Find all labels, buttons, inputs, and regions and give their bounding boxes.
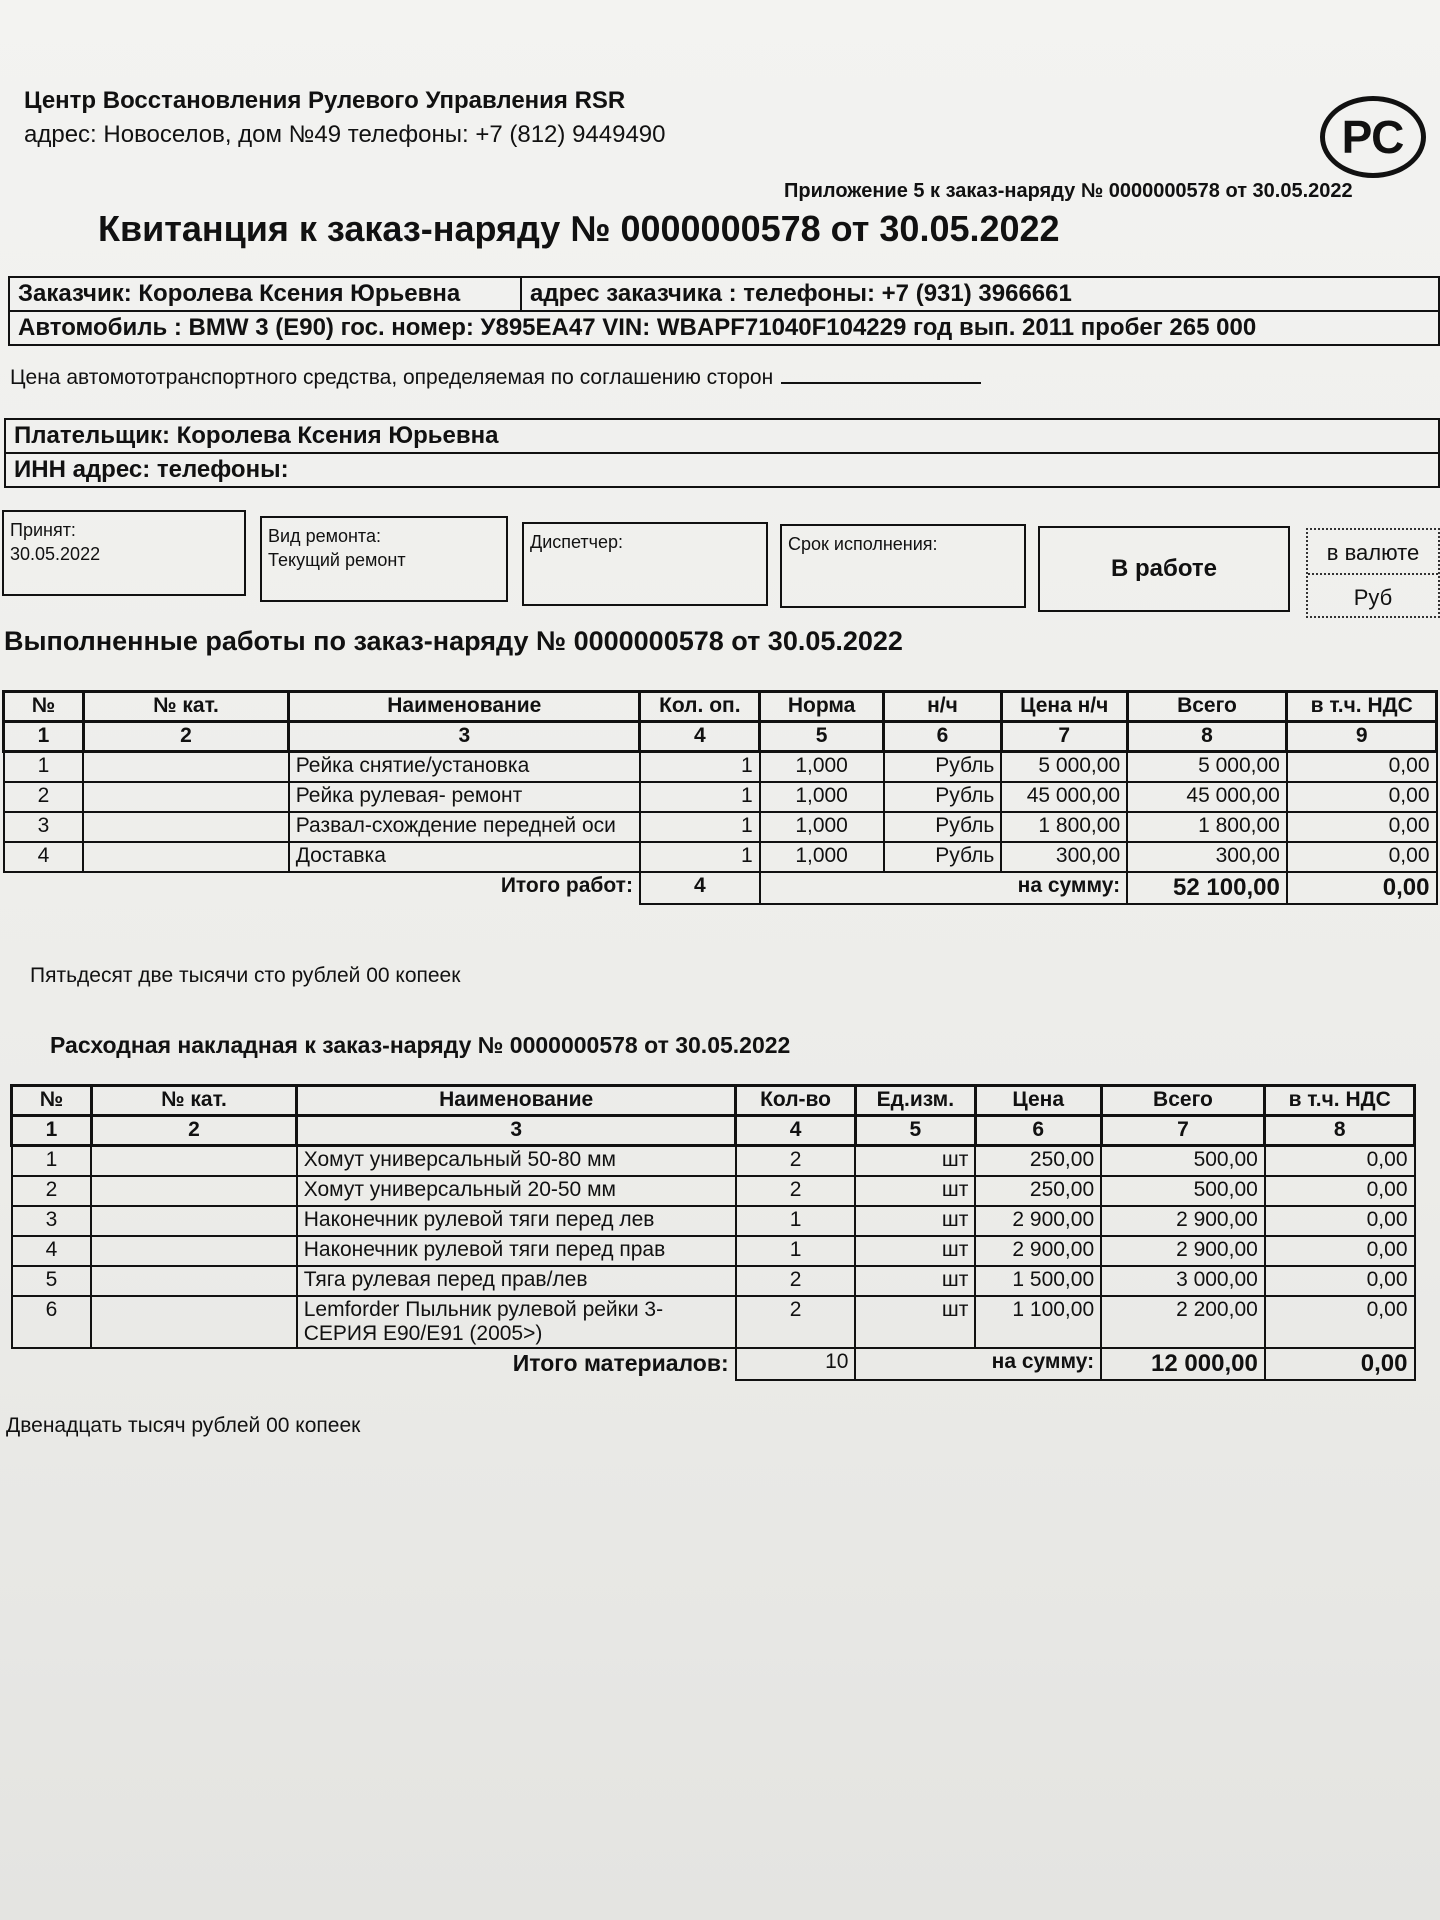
table-cell: [83, 782, 288, 812]
org-name: Центр Восстановления Рулевого Управления RSR: [24, 87, 626, 114]
table-cell: Доставка: [289, 842, 640, 872]
column-header: Всего: [1101, 1086, 1265, 1116]
table-row: [4, 812, 1437, 842]
table-cell: Рейка рулевая- ремонт: [289, 782, 640, 812]
table-cell: 3: [4, 812, 84, 842]
column-header: № кат.: [83, 692, 288, 722]
currency-box: [1306, 528, 1440, 618]
table-cell: Наконечник рулевой тяги перед прав: [297, 1236, 736, 1266]
table-cell: 4: [12, 1236, 92, 1266]
table-cell: 2: [12, 1176, 92, 1206]
table-cell: [83, 842, 288, 872]
table-cell: 500,00: [1101, 1146, 1265, 1176]
column-number: 3: [289, 722, 640, 752]
customer-box: [8, 276, 1440, 346]
dispatcher-box: [522, 522, 768, 606]
table-cell: 2: [736, 1296, 856, 1348]
accepted-box: [2, 510, 246, 596]
works-sum-label: на сумму:: [760, 872, 1127, 904]
table-cell: Рейка снятие/установка: [289, 752, 640, 782]
table-row: [12, 1266, 1415, 1296]
table-cell: 1: [736, 1206, 856, 1236]
payer-name: Плательщик: Королева Ксения Юрьевна: [6, 420, 1438, 454]
table-cell: 2: [736, 1146, 856, 1176]
table-cell: 3 000,00: [1101, 1266, 1265, 1296]
table-cell: Хомут универсальный 50-80 мм: [297, 1146, 736, 1176]
deadline-label: Срок исполнения:: [788, 534, 938, 554]
table-row: [4, 842, 1437, 872]
column-header: Кол-во: [736, 1086, 856, 1116]
works-total-words: Пятьдесят две тысячи сто рублей 00 копеек: [30, 964, 461, 987]
table-cell: 2 900,00: [975, 1236, 1101, 1266]
table-cell: [91, 1296, 296, 1348]
appendix-note: Приложение 5 к заказ-наряду № 0000000578 от 30.05.2022: [784, 180, 1353, 202]
status-badge: В работе: [1038, 526, 1290, 612]
column-number: 2: [83, 722, 288, 752]
column-header: Всего: [1127, 692, 1287, 722]
table-cell: Развал-схождение передней оси: [289, 812, 640, 842]
table-cell: 1: [640, 842, 760, 872]
table-cell: 1 100,00: [975, 1296, 1101, 1348]
payer-details: ИНН адрес: телефоны:: [14, 456, 289, 483]
repair-type-label: Вид ремонта:: [268, 526, 381, 546]
table-cell: 0,00: [1287, 842, 1437, 872]
table-cell: 45 000,00: [1001, 782, 1127, 812]
document-title: Квитанция к заказ-наряду № 0000000578 от 30.05.2022: [98, 208, 1060, 249]
materials-total-label: Итого материалов:: [512, 1349, 729, 1376]
works-table: [2, 690, 1438, 905]
table-row: [12, 1176, 1415, 1206]
table-cell: 250,00: [975, 1176, 1101, 1206]
column-header: Цена н/ч: [1001, 692, 1127, 722]
materials-total-qty: 10: [736, 1348, 856, 1380]
column-header: № кат.: [91, 1086, 296, 1116]
table-cell: 0,00: [1265, 1296, 1415, 1348]
column-number: 3: [297, 1116, 736, 1146]
table-cell: 5 000,00: [1001, 752, 1127, 782]
table-cell: 4: [4, 842, 84, 872]
table-cell: 1: [640, 812, 760, 842]
table-cell: 2: [4, 782, 84, 812]
table-cell: 1: [4, 752, 84, 782]
column-number: 8: [1265, 1116, 1415, 1146]
column-header: Наименование: [289, 692, 640, 722]
table-cell: [83, 752, 288, 782]
table-cell: Lemforder Пыльник рулевой рейки 3-СЕРИЯ E90/E91 (2005>): [297, 1296, 736, 1348]
column-header: №: [12, 1086, 92, 1116]
table-cell: 0,00: [1265, 1176, 1415, 1206]
table-cell: 6: [12, 1296, 92, 1348]
table-cell: 250,00: [975, 1146, 1101, 1176]
car-info: Автомобиль : BMW 3 (E90) гос. номер: У895ЕА47 VIN: WBAPF71040F104229 год вып. 2011 пробег 265 000: [18, 314, 1257, 341]
table-cell: 45 000,00: [1127, 782, 1287, 812]
table-cell: 1,000: [760, 812, 884, 842]
table-cell: шт: [855, 1176, 975, 1206]
table-cell: 5: [12, 1266, 92, 1296]
table-cell: 300,00: [1127, 842, 1287, 872]
table-cell: 2 900,00: [1101, 1206, 1265, 1236]
table-cell: [91, 1176, 296, 1206]
table-cell: 0,00: [1265, 1236, 1415, 1266]
table-cell: [91, 1236, 296, 1266]
table-cell: Тяга рулевая перед прав/лев: [297, 1266, 736, 1296]
column-header: Цена: [975, 1086, 1101, 1116]
table-cell: шт: [855, 1296, 975, 1348]
vehicle-price-note: [10, 366, 981, 390]
table-cell: 0,00: [1265, 1266, 1415, 1296]
column-header: в т.ч. НДС: [1265, 1086, 1415, 1116]
table-cell: Наконечник рулевой тяги перед лев: [297, 1206, 736, 1236]
table-cell: Хомут универсальный 20-50 мм: [297, 1176, 736, 1206]
works-total: 52 100,00: [1127, 872, 1287, 904]
dispatcher-label: Диспетчер:: [530, 532, 624, 552]
table-row: [12, 1206, 1415, 1236]
table-cell: [91, 1206, 296, 1236]
table-cell: шт: [855, 1206, 975, 1236]
column-header: н/ч: [884, 692, 1002, 722]
table-cell: 0,00: [1287, 782, 1437, 812]
column-number: 9: [1287, 722, 1437, 752]
column-number: 6: [884, 722, 1002, 752]
column-header: Ед.изм.: [855, 1086, 975, 1116]
table-cell: 500,00: [1101, 1176, 1265, 1206]
table-row: [12, 1146, 1415, 1176]
column-header: Наименование: [297, 1086, 736, 1116]
column-header: в т.ч. НДС: [1287, 692, 1437, 722]
table-cell: 1 500,00: [975, 1266, 1101, 1296]
accepted-date: 30.05.2022: [10, 544, 101, 564]
table-row: [12, 1296, 1415, 1348]
materials-title: Расходная накладная к заказ-наряду № 0000000578 от 30.05.2022: [50, 1032, 791, 1058]
table-cell: 1: [12, 1146, 92, 1176]
table-row: [4, 752, 1437, 782]
column-number: 7: [1001, 722, 1127, 752]
certification-logo: РС: [1320, 96, 1426, 178]
works-vat-total: 0,00: [1287, 872, 1437, 904]
table-cell: [91, 1266, 296, 1296]
table-cell: шт: [855, 1266, 975, 1296]
column-header: №: [4, 692, 84, 722]
column-number: 1: [12, 1116, 92, 1146]
accepted-label: Принят:: [10, 520, 76, 540]
price-note-text: Цена автомототранспортного средства, определяемая по соглашению сторон: [10, 366, 774, 389]
materials-total: 12 000,00: [1101, 1348, 1265, 1380]
column-number: 1: [4, 722, 84, 752]
currency-label: в валюте: [1308, 530, 1438, 575]
table-cell: 1 800,00: [1001, 812, 1127, 842]
table-cell: 1: [640, 782, 760, 812]
column-number: 8: [1127, 722, 1287, 752]
table-cell: 5 000,00: [1127, 752, 1287, 782]
customer-name: Заказчик: Королева Ксения Юрьевна: [10, 278, 522, 310]
table-cell: [91, 1146, 296, 1176]
repair-type-box: [260, 516, 508, 602]
column-number: 6: [975, 1116, 1101, 1146]
table-cell: 2: [736, 1176, 856, 1206]
table-cell: 0,00: [1287, 752, 1437, 782]
table-cell: Рубль: [884, 752, 1002, 782]
table-row: [12, 1236, 1415, 1266]
column-number: 5: [760, 722, 884, 752]
org-address: адрес: Новоселов, дом №49 телефоны: +7 (812) 9449490: [24, 121, 666, 148]
works-total-label: Итого работ:: [500, 873, 633, 897]
table-cell: Рубль: [884, 812, 1002, 842]
column-number: 2: [91, 1116, 296, 1146]
table-cell: 1,000: [760, 752, 884, 782]
table-cell: 300,00: [1001, 842, 1127, 872]
table-cell: Рубль: [884, 842, 1002, 872]
table-cell: 0,00: [1287, 812, 1437, 842]
table-cell: 0,00: [1265, 1206, 1415, 1236]
table-cell: 2 900,00: [1101, 1236, 1265, 1266]
table-cell: 1 800,00: [1127, 812, 1287, 842]
table-cell: шт: [855, 1146, 975, 1176]
table-cell: 1: [736, 1236, 856, 1266]
table-cell: 2 200,00: [1101, 1296, 1265, 1348]
table-cell: Рубль: [884, 782, 1002, 812]
column-number: 4: [736, 1116, 856, 1146]
currency-value: Руб: [1353, 585, 1393, 610]
table-cell: 1,000: [760, 782, 884, 812]
works-total-qty: 4: [640, 872, 760, 904]
column-number: 5: [855, 1116, 975, 1146]
payer-box: [4, 418, 1440, 488]
table-cell: 1: [640, 752, 760, 782]
column-header: Норма: [760, 692, 884, 722]
repair-type: Текущий ремонт: [268, 550, 406, 570]
works-title: Выполненные работы по заказ-наряду № 0000000578 от 30.05.2022: [4, 626, 903, 656]
table-cell: 3: [12, 1206, 92, 1236]
table-cell: 1,000: [760, 842, 884, 872]
table-cell: 2: [736, 1266, 856, 1296]
column-header: Кол. оп.: [640, 692, 760, 722]
materials-sum-label: на сумму:: [855, 1348, 1101, 1380]
table-cell: шт: [855, 1236, 975, 1266]
table-cell: 0,00: [1265, 1146, 1415, 1176]
table-cell: [83, 812, 288, 842]
materials-table: [10, 1084, 1416, 1381]
column-number: 4: [640, 722, 760, 752]
deadline-box: [780, 524, 1026, 608]
table-cell: 2 900,00: [975, 1206, 1101, 1236]
organization-header: [24, 84, 666, 152]
table-row: [4, 782, 1437, 812]
materials-vat-total: 0,00: [1265, 1348, 1415, 1380]
materials-total-words: Двенадцать тысяч рублей 00 копеек: [6, 1414, 361, 1437]
customer-contacts: адрес заказчика : телефоны: +7 (931) 3966661: [530, 280, 1072, 307]
column-number: 7: [1101, 1116, 1265, 1146]
